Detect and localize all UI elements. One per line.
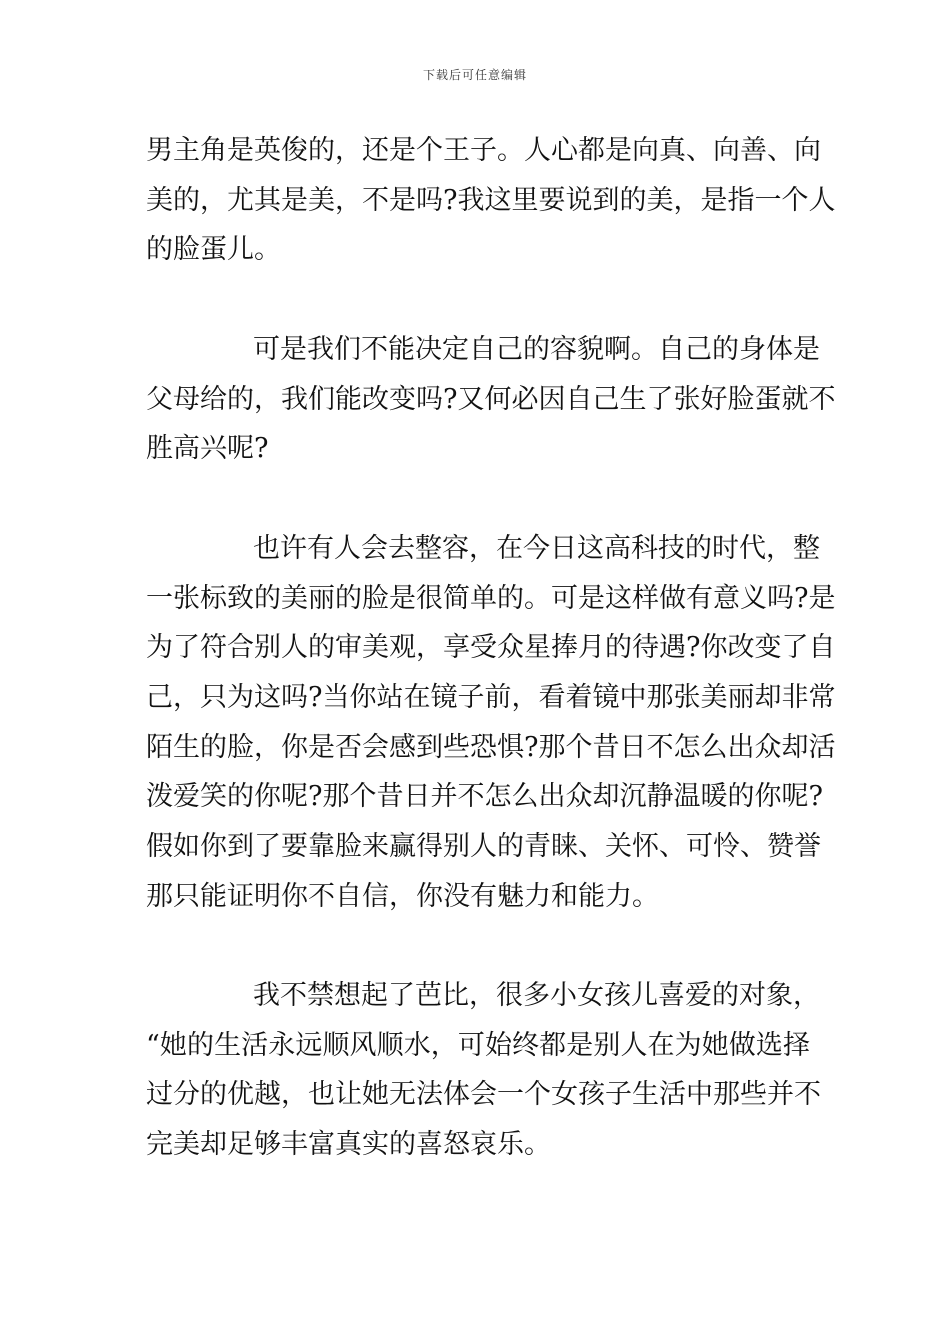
paragraph-line: 胜高兴呢? xyxy=(146,433,269,465)
paragraph-line: “她的生活永远顺风顺水，可始终都是别人在为她做选择 xyxy=(146,1029,810,1061)
paragraph-line: 过分的优越，也让她无法体会一个女孩子生活中那些并不 xyxy=(146,1079,821,1111)
paragraph-line: 男主角是英俊的，还是个王子。人心都是向真、向善、向 xyxy=(146,135,821,166)
paragraph-line: 父母给的，我们能改变吗?又何必因自己生了张好脸蛋就不 xyxy=(146,383,836,415)
paragraph-4 xyxy=(146,971,821,1170)
paragraph-line: 我不禁想起了芭比，很多小女孩儿喜爱的对象， xyxy=(253,980,820,1011)
paragraph-line: 泼爱笑的你呢?那个昔日并不怎么出众却沉静温暖的你呢? xyxy=(146,781,823,813)
paragraph-line: 陌生的脸，你是否会感到些恐惧?那个昔日不怎么出众却活 xyxy=(146,731,836,763)
paragraph-line: 一张标致的美丽的脸是很简单的。可是这样做有意义吗?是 xyxy=(146,582,836,614)
paragraph-3 xyxy=(146,524,836,922)
paragraph-line: 的脸蛋儿。 xyxy=(146,234,281,266)
header-note: 下载后可任意编辑 xyxy=(422,68,527,82)
paragraph-1 xyxy=(146,126,836,275)
paragraph-line: 那只能证明你不自信，你没有魅力和能力。 xyxy=(146,880,659,912)
paragraph-2 xyxy=(146,325,836,474)
paragraph-line: 己，只为这吗?当你站在镜子前，看着镜中那张美丽却非常 xyxy=(146,682,836,714)
paragraph-line: 为了符合别人的审美观，享受众星捧月的待遇?你改变了自 xyxy=(146,632,836,664)
paragraph-line: 美的，尤其是美，不是吗?我这里要说到的美，是指一个人 xyxy=(146,184,836,216)
paragraph-line: 可是我们不能决定自己的容貌啊。自己的身体是 xyxy=(253,334,820,365)
paragraph-line: 也许有人会去整容，在今日这高科技的时代，整 xyxy=(253,533,820,564)
paragraph-line: 完美却足够丰富真实的喜怒哀乐。 xyxy=(146,1129,551,1161)
paragraph-line: 假如你到了要靠脸来赢得别人的青睐、关怀、可怜、赞誉 xyxy=(146,831,821,863)
